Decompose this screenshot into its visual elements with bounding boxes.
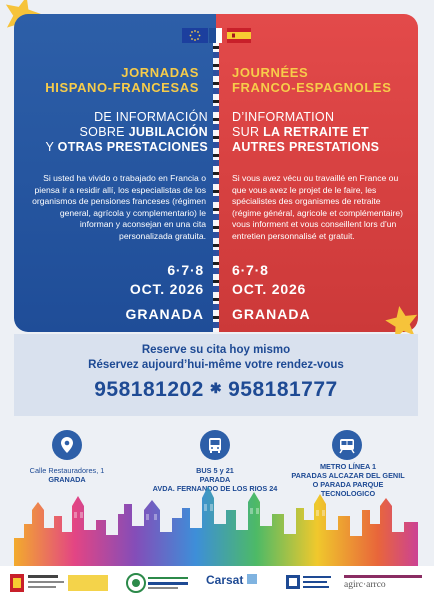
panel-divider (213, 40, 219, 332)
asterisk-icon: ✱ (209, 380, 223, 396)
seguridad-social-logo (126, 572, 192, 594)
main-card (14, 14, 418, 332)
location-metro: METRO LÍNEA 1 PARADAS ALCAZAR DEL GENIL O PARADA PARQUE TECNOLOGICO (291, 462, 405, 498)
location-bus: BUS 5 y 21 PARADA AVDA. FERNANDO DE LOS RIOS 24 (152, 466, 278, 493)
title-french: JOURNÉES FRANCO-ESPAGNOLES (232, 65, 392, 95)
phone-numbers (14, 378, 418, 402)
city-skyline-illustration (14, 480, 418, 566)
booking-text-french: Réservez aujourd’hui-même votre rendez-vous (88, 359, 344, 371)
phone-number-2[interactable]: 958181777 (228, 378, 338, 401)
bus-icon (200, 430, 230, 460)
carsat-logo: Carsat (206, 572, 266, 594)
location-address: Calle Restauradores, 1 GRANADA (29, 466, 105, 484)
description-spanish: Si usted ha vivido o trabajado en Francia o piensa ir a residir allí, los especialistas de los organismos de pensiones franceses (régimen general, agrícola y complementario) le informan y aconsejan en una cita personalizada gratuita. (32, 173, 206, 241)
event-city-french: GRANADA (232, 306, 311, 322)
spain-flag-icon (226, 28, 252, 43)
description-french: Si vous avez vécu ou travaillé en France ou que vous avez le projet de le faire, les spécialistes des organismes de retraite (régime général, agricole et complémentaire) vous informent et vous conseillent lors d’un entretien personnalisé et gratuit. (232, 173, 403, 241)
booking-band (14, 334, 418, 416)
agirc-arrco-logo: agirc·arrco (344, 575, 422, 597)
eu-flag-icon (182, 28, 208, 43)
booking-text-spanish: Reserve su cita hoy mismo (141, 344, 291, 356)
sponsor-logos-bar (0, 566, 434, 600)
phone-number-1[interactable]: 958181202 (94, 378, 204, 401)
assurance-retraite-logo (286, 572, 332, 594)
event-date-spanish: 6·7·8 OCT. 2026 (129, 262, 204, 297)
location-pin-icon (52, 430, 82, 460)
event-city-spanish: GRANADA (125, 306, 204, 322)
spanish-government-logo (10, 572, 110, 594)
subtitle-spanish: DE INFORMACIÓN SOBRE JUBILACIÓN Y OTRAS PRESTACIONES (45, 110, 208, 154)
metro-icon (332, 430, 362, 460)
subtitle-french: D’INFORMATION SUR LA RETRAITE ET AUTRES PRESTATIONS (232, 110, 380, 154)
event-date-french: 6·7·8 OCT. 2026 (232, 262, 307, 297)
title-spanish: JORNADAS HISPANO-FRANCESAS (45, 65, 199, 95)
